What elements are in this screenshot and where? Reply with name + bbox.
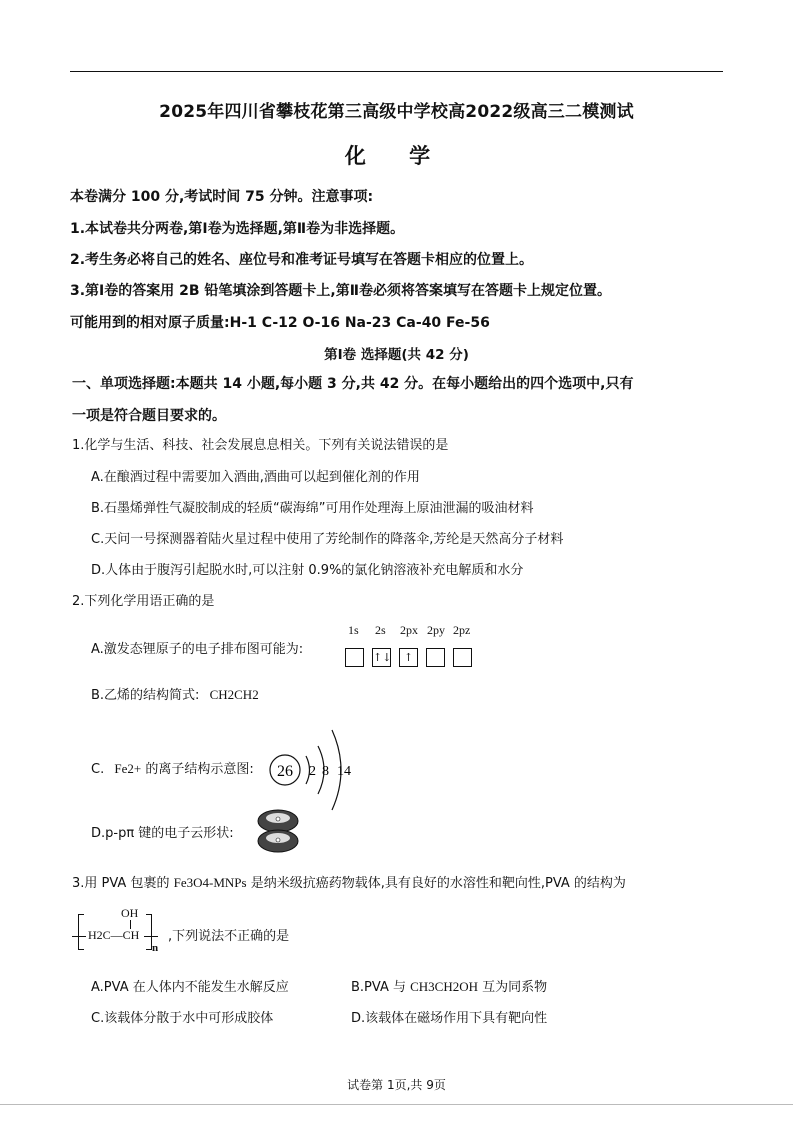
q3-option-b-prefix: B.PVA 与 [351,980,406,995]
instructions-intro: 本卷满分 100 分,考试时间 75 分钟。注意事项: [70,189,374,205]
ion-structure-diagram [268,728,358,812]
top-rule [70,71,723,72]
q2-option-c-text: 的离子结构示意图: [145,762,254,777]
orbital-label-2px: 2px [400,623,418,637]
q3-stem-suffix: 是纳米级抗癌药物载体,具有良好的水溶性和靶向性,PVA 的结构为 [250,876,626,891]
q3-stem-prefix: 3.用 PVA 包裹的 [72,876,170,891]
q1-stem: 1.化学与生活、科技、社会发展息息相关。下列有关说法错误的是 [72,438,449,453]
q3-stem-formula: Fe3O4-MNPs [173,875,247,890]
q3-option-b-formula: CH3CH2OH [410,979,479,994]
orbital-box-2py [426,648,445,667]
q2-option-a: A.激发态锂原子的电子排布图可能为: [91,642,304,657]
q1-option-b: B.石墨烯弹性气凝胶制成的轻质“碳海绵”可用作处理海上原油泄漏的吸油材料 [91,501,534,516]
pva-bond-left [72,936,86,937]
q2-option-c-label: C. [91,762,105,777]
pva-chain: H2C—CH [88,928,140,942]
pva-bracket-left [78,914,84,950]
nucleus-dot-2 [276,838,280,842]
instruction-3: 3.第Ⅰ卷的答案用 2B 铅笔填涂到答题卡上,第Ⅱ卷必须将答案填写在答题卡上规定位置。 [70,283,611,299]
q1-option-c: C.天问一号探测器着陆火星过程中使用了芳纶制作的降落伞,芳纶是天然高分子材料 [91,532,564,547]
orbital-box-2px: ↑ [399,648,418,667]
q3-option-b-suffix: 互为同系物 [482,980,548,995]
pi-bond-cloud-diagram [256,806,300,854]
q2-option-c [91,758,254,777]
q1-option-d: D.人体由于腹泻引起脱水时,可以注射 0.9%的氯化钠溶液补充电解质和水分 [91,563,524,578]
q3-option-a: A.PVA 在人体内不能发生水解反应 [91,980,289,995]
q3-stem [72,872,626,891]
page-footer: 试卷第 1页,共 9页 [347,1078,446,1092]
instruction-2: 2.考生务必将自己的姓名、座位号和准考证号填写在答题卡相应的位置上。 [70,252,534,268]
orbital-label-2py: 2py [427,623,445,637]
part1-instructions-line1: 一、单项选择题:本题共 14 小题,每小题 3 分,共 42 分。在每小题给出的四个选项中,只有 [72,376,634,392]
pva-bond-right [144,936,158,937]
exam-title: 2025年四川省攀枝花第三高级中学校高2022级高三二模测试 [159,102,634,122]
nucleus-charge: 26 [277,763,293,780]
pva-oh: OH [121,906,139,920]
q3-stem-end: ,下列说法不正确的是 [168,929,290,944]
orbital-box-1s [345,648,364,667]
bottom-rule [0,1104,793,1105]
shell-electrons-2: 8 [322,764,329,779]
instruction-1: 1.本试卷共分两卷,第Ⅰ卷为选择题,第Ⅱ卷为非选择题。 [70,221,405,237]
section-title: 第Ⅰ卷 选择题(共 42 分) [324,347,469,363]
orbital-label-2s: 2s [375,623,386,637]
orbital-box-2pz [453,648,472,667]
q2-option-b [91,684,259,703]
orbital-label-2pz: 2pz [453,623,471,637]
q1-option-a: A.在酿酒过程中需要加入酒曲,酒曲可以起到催化剂的作用 [91,470,420,485]
ethylene-formula: CH2CH2 [209,687,259,702]
q2-option-d: D.p-pπ 键的电子云形状: [91,826,234,841]
q3-option-c: C.该载体分散于水中可形成胶体 [91,1011,274,1026]
pva-n: n [152,942,159,954]
part1-instructions-line2: 一项是符合题目要求的。 [72,408,226,424]
shell-electrons-3: 14 [337,764,351,779]
shell-electrons-1: 2 [309,764,316,779]
fe-ion-formula: Fe2+ [114,761,142,776]
q3-option-d: D.该载体在磁场作用下具有靶向性 [351,1011,548,1026]
q3-option-b [351,976,547,995]
atomic-masses: 可能用到的相对原子质量:H-1 C-12 O-16 Na-23 Ca-40 Fe-56 [70,315,490,331]
subject-title: 化 学 [344,144,449,168]
orbital-label-1s: 1s [348,623,359,637]
orbital-box-2s: ↑↓ [372,648,391,667]
q2-option-b-label: B.乙烯的结构简式: [91,688,200,703]
q2-stem: 2.下列化学用语正确的是 [72,594,215,609]
nucleus-dot-1 [276,817,280,821]
